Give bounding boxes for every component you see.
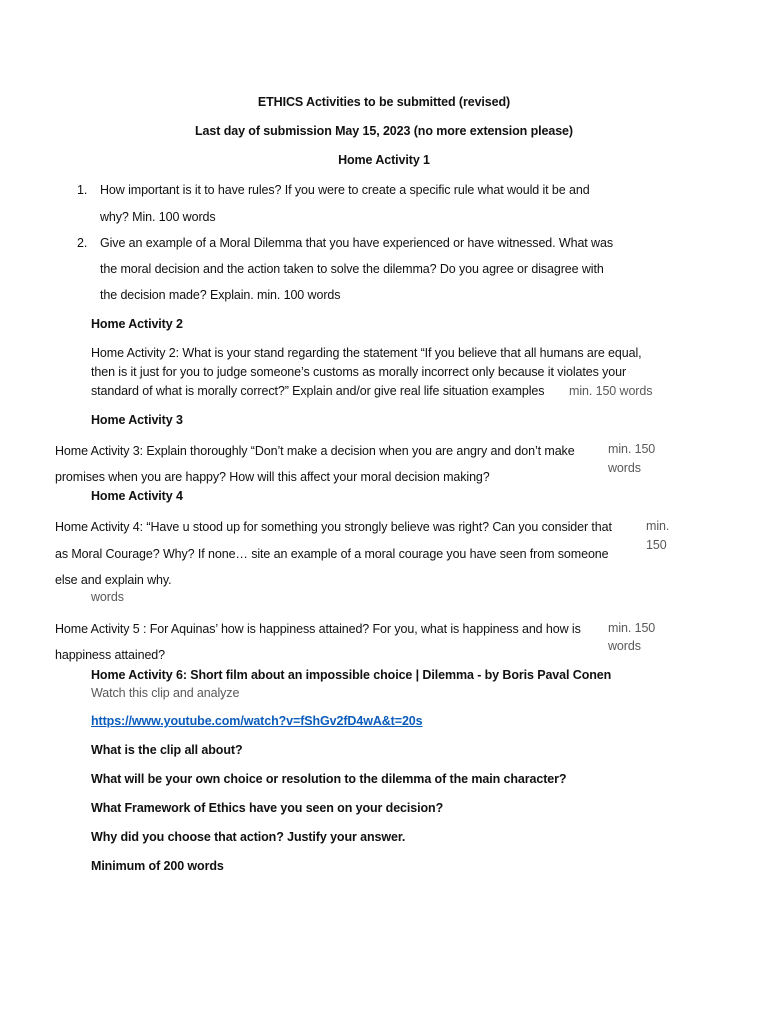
list-item-2-line-3: the decision made? Explain. min. 100 words bbox=[100, 288, 341, 302]
minimum-word-requirement: Minimum of 200 words bbox=[91, 859, 224, 873]
home-activity-6-instruction: Watch this clip and analyze bbox=[91, 686, 240, 700]
list-item-1-number: 1. bbox=[77, 183, 88, 197]
submission-deadline: Last day of submission May 15, 2023 (no more extension please) bbox=[195, 124, 573, 138]
home-activity-5-word-count-line-2: words bbox=[608, 639, 641, 653]
list-item-1-line-1: How important is it to have rules? If you were to create a specific rule what would it be and bbox=[100, 183, 590, 197]
home-activity-3-line-1: Home Activity 3: Explain thoroughly “Don’t make a decision when you are angry and don’t make bbox=[55, 444, 575, 458]
list-item-2-line-2: the moral decision and the action taken to solve the dilemma? Do you agree or disagree with bbox=[100, 262, 604, 276]
home-activity-3-word-count-line-2: words bbox=[608, 461, 641, 475]
home-activity-4-heading: Home Activity 4 bbox=[91, 489, 183, 503]
home-activity-3-heading: Home Activity 3 bbox=[91, 413, 183, 427]
list-item-2-number: 2. bbox=[77, 236, 88, 250]
home-activity-5-word-count-line-1: min. 150 bbox=[608, 621, 656, 635]
question-ethics-framework: What Framework of Ethics have you seen on your decision? bbox=[91, 801, 444, 815]
youtube-clip-link[interactable]: https://www.youtube.com/watch?v=fShGv2fD4wA&t=20s bbox=[91, 714, 423, 728]
home-activity-1-heading: Home Activity 1 bbox=[338, 153, 430, 167]
home-activity-4-line-2: as Moral Courage? Why? If none… site an example of a moral courage you have seen from someone bbox=[55, 547, 609, 561]
home-activity-4-word-count-line-1: min. bbox=[646, 519, 670, 533]
home-activity-2-line-2: then is it just for you to judge someone’s customs as morally incorrect only because it violates your bbox=[91, 365, 627, 379]
home-activity-3-line-2: promises when you are happy? How will this affect your moral decision making? bbox=[55, 470, 490, 484]
home-activity-2-line-1: Home Activity 2: What is your stand regarding the statement “If you believe that all humans are equal, bbox=[91, 346, 642, 360]
home-activity-2-heading: Home Activity 2 bbox=[91, 317, 183, 331]
question-own-choice: What will be your own choice or resolution to the dilemma of the main character? bbox=[91, 772, 567, 786]
list-item-2-line-1: Give an example of a Moral Dilemma that you have experienced or have witnessed. What was bbox=[100, 236, 613, 250]
question-clip-about: What is the clip all about? bbox=[91, 743, 243, 757]
home-activity-6-heading: Home Activity 6: Short film about an impossible choice | Dilemma - by Boris Paval Conen bbox=[91, 668, 612, 682]
document-title: ETHICS Activities to be submitted (revised) bbox=[257, 95, 511, 109]
home-activity-4-line-1: Home Activity 4: “Have u stood up for something you strongly believe was right? Can you consider that bbox=[55, 520, 612, 534]
home-activity-4-word-count-line-2: 150 bbox=[646, 538, 667, 552]
list-item-1-line-2: why? Min. 100 words bbox=[100, 210, 216, 224]
home-activity-5-line-1: Home Activity 5 : For Aquinas’ how is happiness attained? For you, what is happiness and how is bbox=[55, 622, 581, 636]
question-justify-action: Why did you choose that action? Justify your answer. bbox=[91, 830, 406, 844]
home-activity-4-word-count-line-3: words bbox=[91, 590, 124, 604]
home-activity-4-line-3: else and explain why. bbox=[55, 573, 172, 587]
home-activity-3-word-count-line-1: min. 150 bbox=[608, 442, 656, 456]
home-activity-2-word-count: min. 150 words bbox=[569, 384, 653, 398]
home-activity-5-line-2: happiness attained? bbox=[55, 648, 165, 662]
home-activity-2-line-3: standard of what is morally correct?” Explain and/or give real life situation examples bbox=[91, 384, 545, 398]
